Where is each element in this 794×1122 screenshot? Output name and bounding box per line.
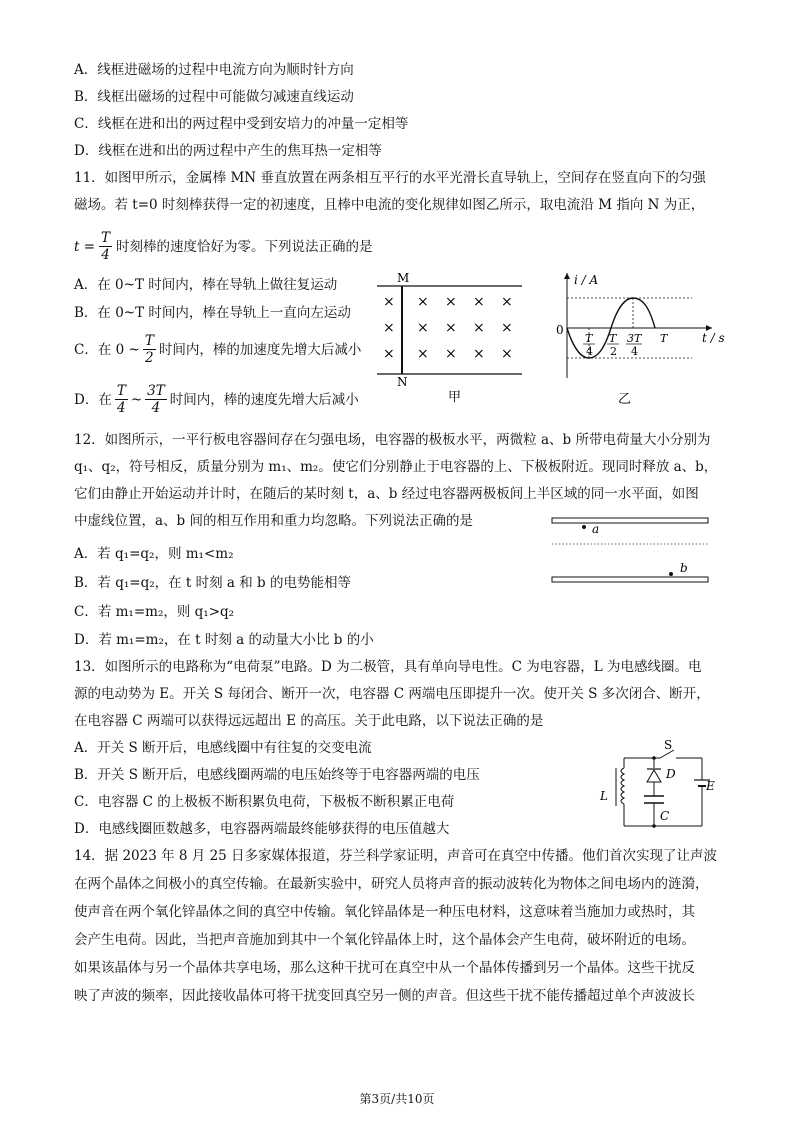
- field-cross: ×: [473, 346, 485, 362]
- q11-option-c-post: 时间内，棒的加速度先增大后减小: [158, 341, 362, 358]
- ylabel: i / A: [574, 273, 599, 287]
- q13-line1: 13．如图所示的电路称为“电荷泵”电路。D 为二极管，具有单向导电性。C 为电容器，L 为电感线圈。电: [74, 659, 702, 675]
- q11-option-c-pre: C．在 0 ~: [74, 341, 140, 358]
- q14-line4: 会产生电荷。因此，当把声音施加到其中一个氧化锌晶体上时，这个晶体会产生电荷，破坏附近的电场。: [74, 932, 695, 948]
- q12-line3: 它们由静止开始运动并计时，在随后的某时刻 t，a、b 经过电容器两极板间上半区域的同一水平面，如图: [74, 486, 699, 502]
- caption-yi: 乙: [618, 392, 632, 407]
- field-cross: ×: [445, 294, 457, 310]
- tick-T4-num: T: [585, 332, 593, 345]
- label-N: N: [397, 375, 408, 389]
- q10-option-a: A．线框进磁场的过程中电流方向为顺时针方向: [74, 62, 354, 78]
- q13-line3: 在电容器 C 两端可以获得远远超出 E 的高压。关于此电路，以下说法正确的是: [74, 713, 544, 729]
- frac-denominator: 4: [101, 247, 110, 263]
- q12-line2: q₁、q₂，符号相反，质量分别为 m₁、m₂。使它们分别静止于电容器的上、下极板附近。现同时释放 a、b，: [74, 459, 718, 475]
- field-cross: ×: [501, 346, 513, 362]
- field-cross: ×: [383, 346, 395, 362]
- tick-3T4-num: 3T: [627, 332, 642, 345]
- q12-option-c: C．若 m₁=m₂，则 q₁>q₂: [74, 604, 235, 620]
- frac-numerator: 3T: [147, 383, 165, 399]
- particle-b: [669, 572, 673, 576]
- q12-option-a: A．若 q₁=q₂，则 m₁<m₂: [74, 546, 234, 562]
- q11-stem-line2: 磁场。若 t=0 时刻棒获得一定的初速度，且棒中电流的变化规律如图乙所示，取电流沿 M 指向 N 为正，: [74, 197, 705, 213]
- q12-option-b: B．若 q₁=q₂，在 t 时刻 a 和 b 的电势能相等: [74, 575, 351, 591]
- frac-numerator: T: [144, 333, 154, 349]
- q10-option-b: B．线框出磁场的过程中可能做匀减速直线运动: [74, 89, 354, 105]
- upper-plate: [552, 518, 708, 523]
- frac-denominator: 2: [145, 350, 154, 366]
- q13-option-d: D．电感线圈匝数越多，电容器两端最终能够获得的电压值越大: [74, 821, 450, 837]
- q11-figure-yi: [552, 268, 725, 413]
- q12-option-d: D．若 m₁=m₂，在 t 时刻 a 的动量大小比 b 的小: [74, 632, 374, 648]
- frac-numerator: T: [101, 230, 111, 246]
- q12-capacitor-figure: [550, 512, 715, 592]
- label-C: C: [660, 809, 670, 823]
- q11-fraction-T-2: [143, 333, 156, 366]
- q14-line2: 在两个晶体之间极小的真空传输。在最新实验中，研究人员将声音的振动波转化为物体之间电场内的涟漪，: [74, 876, 709, 892]
- q13-option-c: C．电容器 C 的上极板不断积累负电荷，下极板不断积累正电荷: [74, 794, 455, 810]
- i-axis-arrow: [564, 273, 570, 279]
- label-L: L: [600, 789, 608, 803]
- tick-T: T: [660, 332, 668, 345]
- q14-line3: 使声音在两个氧化锌晶体之间的真空中传输。氧化锌晶体是一种压电材料，这意味着当施加力或热时，其: [74, 904, 695, 920]
- origin-label: 0: [556, 323, 564, 337]
- node-bottom: [652, 824, 656, 828]
- field-cross: ×: [473, 294, 485, 310]
- caption-jia: 甲: [448, 390, 462, 405]
- tilde: ~: [130, 391, 143, 408]
- q11-stem-line1: 11．如图甲所示，金属棒 MN 垂直放置在两条相互平行的水平光滑长直导轨上，空间存在竖直向下的匀强: [74, 170, 706, 186]
- label-M: M: [397, 271, 410, 285]
- q13-circuit-figure: [594, 738, 724, 838]
- q11-stem-line3: [74, 230, 373, 263]
- q10-option-d: D．线框在进和出的两过程中产生的焦耳热一定相等: [74, 143, 382, 159]
- field-cross: ×: [383, 294, 395, 310]
- field-cross: ×: [473, 320, 485, 336]
- q11-figure-jia: [372, 268, 532, 408]
- q11-option-c: [74, 333, 361, 366]
- q12-line1: 12．如图所示，一平行板电容器间存在匀强电场，电容器的极板水平，两微粒 a、b 所带电荷量大小分别为: [74, 432, 711, 448]
- q11-fraction-T-4b: [115, 383, 128, 416]
- q14-line1: 14．据 2023 年 8 月 25 日多家媒体报道，芬兰科学家证明，声音可在真空中传播。他们首次实现了让声波: [74, 848, 718, 864]
- q13-line2: 源的电动势为 E。开关 S 每闭合、断开一次，电容器 C 两端电压即提升一次。使开关 S 多次闭合、断开，: [74, 686, 710, 702]
- label-D: D: [666, 767, 676, 781]
- page-footer: 第3页/共10页: [359, 1092, 435, 1106]
- q11-stem-line3-text: 时刻棒的速度恰好为零。下列说法正确的是: [116, 238, 373, 255]
- q11-option-a: A．在 0~T 时间内，棒在导轨上做往复运动: [74, 277, 338, 293]
- node-top: [652, 756, 656, 760]
- particle-a: [582, 525, 586, 529]
- frac-denominator: 4: [117, 400, 126, 416]
- q13-option-a: A．开关 S 断开后，电感线圈中有往复的交变电流: [74, 740, 372, 756]
- field-cross: ×: [501, 294, 513, 310]
- diode-triangle: [647, 770, 661, 782]
- field-cross: ×: [445, 346, 457, 362]
- label-S: S: [664, 738, 673, 752]
- q10-option-c: C．线框在进和出的两过程中受到安培力的冲量一定相等: [74, 116, 409, 132]
- frac-denominator: 4: [151, 400, 161, 416]
- lower-plate: [552, 577, 708, 582]
- field-cross: ×: [501, 320, 513, 336]
- q12-line4: 中虚线位置，a、b 间的相互作用和重力均忽略。下列说法正确的是: [74, 513, 473, 529]
- q11-fraction-T-4: [99, 230, 112, 263]
- label-a: a: [592, 522, 600, 536]
- q11-option-d: [74, 383, 359, 416]
- q14-line5: 如果该晶体与另一个晶体共享电场，那么这种干扰可在真空中从一个晶体传播到另一个晶体。这些干扰反: [74, 960, 695, 976]
- q13-option-b: B．开关 S 断开后，电感线圈两端的电压始终等于电容器两端的电压: [74, 767, 480, 783]
- xlabel: t / s: [702, 331, 725, 345]
- q11-option-d-post: 时间内，棒的速度先增大后减小: [169, 391, 359, 408]
- frac-numerator: T: [116, 383, 126, 399]
- field-cross: ×: [417, 294, 429, 310]
- field-cross: ×: [383, 320, 395, 336]
- tick-3T4-den: 4: [631, 345, 638, 358]
- tick-T2-den: 2: [610, 345, 617, 358]
- tick-T4-den: 4: [586, 345, 593, 358]
- label-b: b: [680, 561, 688, 575]
- field-cross: ×: [445, 320, 457, 336]
- tick-T2-num: T: [609, 332, 617, 345]
- field-cross: ×: [417, 346, 429, 362]
- q11-option-b: B．在 0~T 时间内，棒在导轨上一直向左运动: [74, 305, 351, 321]
- q14-line6: 映了声波的频率，因此接收晶体可将干扰变回真空另一侧的声音。但这些干扰不能传播超过单个声波波长: [74, 988, 695, 1004]
- inductor-coil: [621, 768, 624, 804]
- field-cross: ×: [417, 320, 429, 336]
- q11-fraction-3T-4: [145, 383, 167, 416]
- label-E: E: [706, 779, 715, 793]
- q11-t-equals: t =: [74, 238, 96, 255]
- q11-option-d-pre: D．在: [74, 391, 112, 408]
